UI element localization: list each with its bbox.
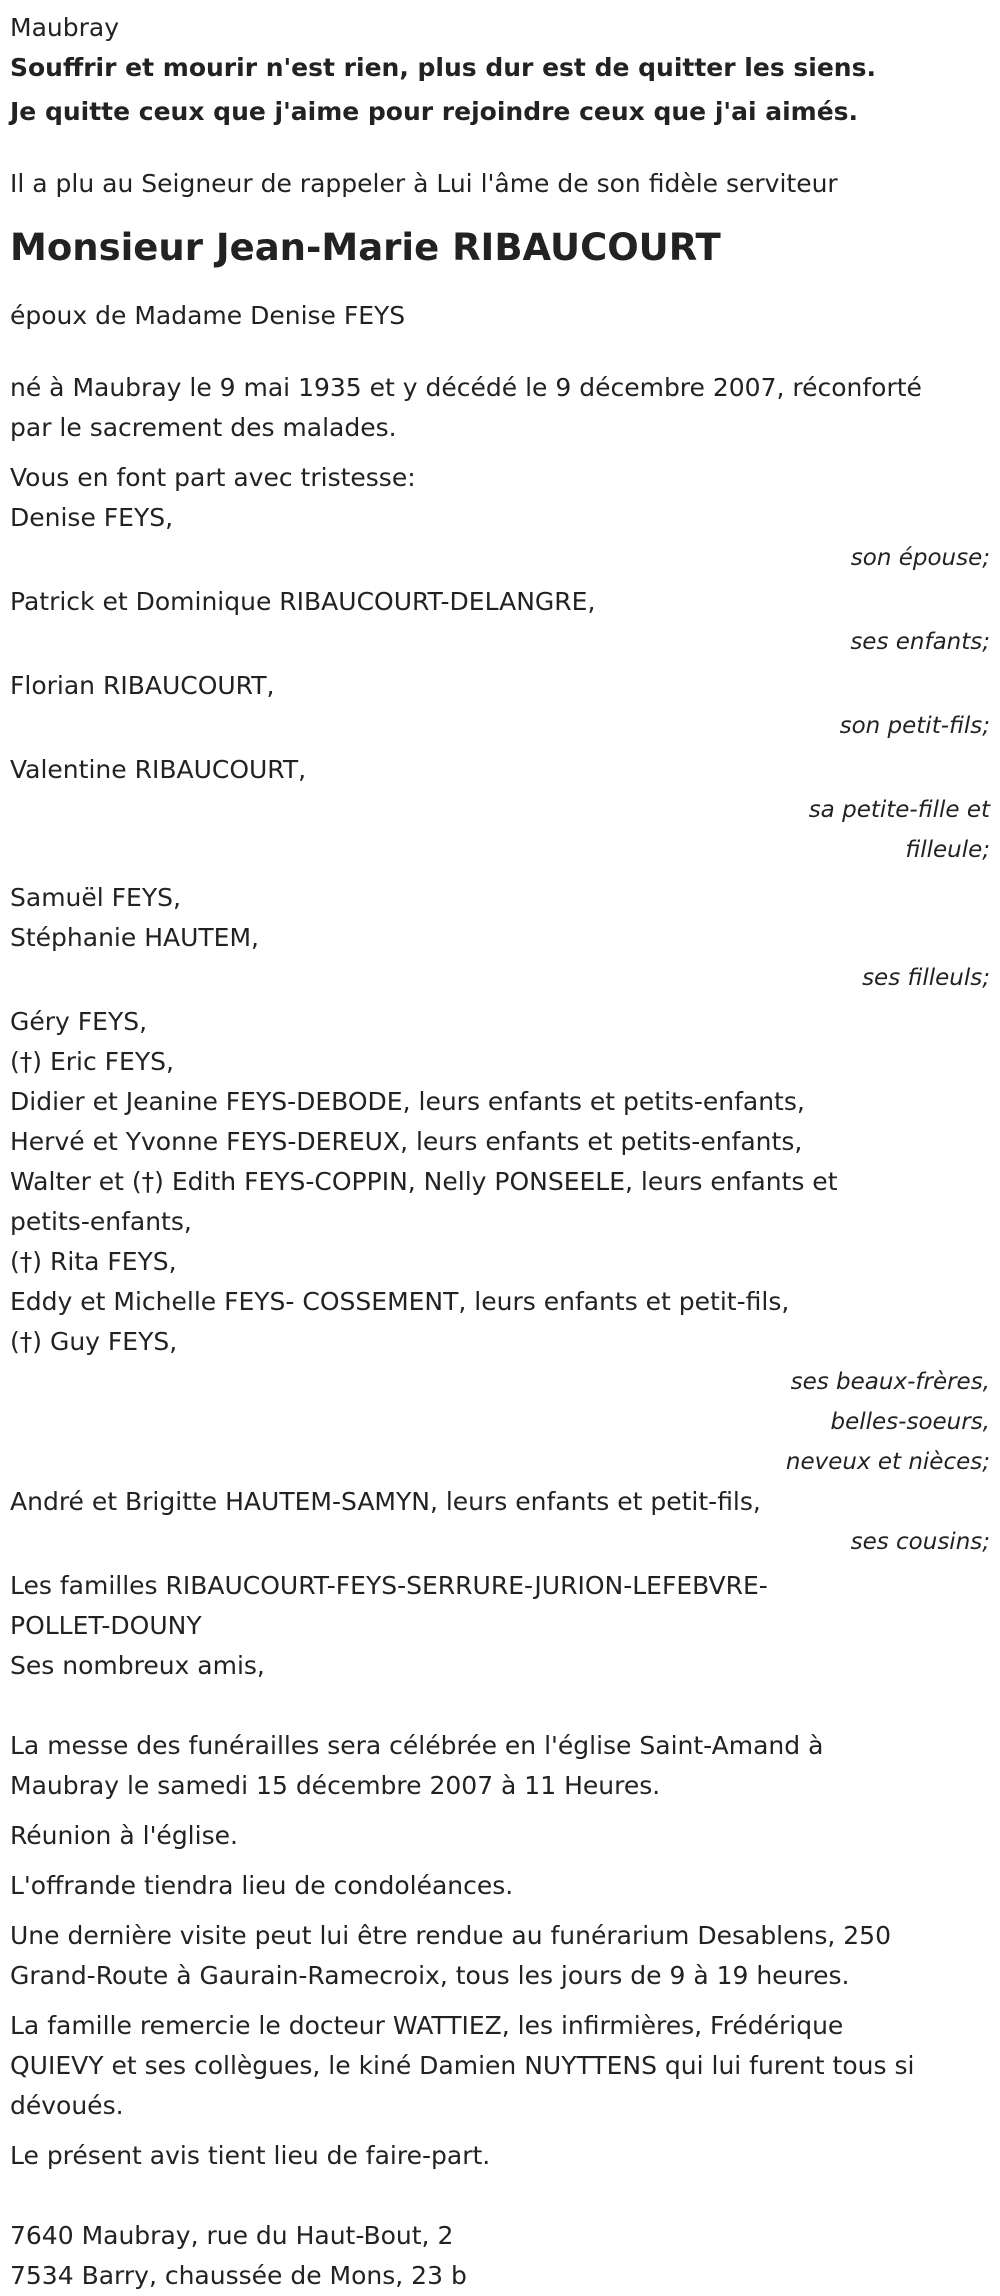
godchild-name-1: Samuël FEYS, (10, 883, 181, 912)
inlaws-role-3: neveux et nièces; (785, 1449, 990, 1475)
godchild-name-2: Stéphanie HAUTEM, (10, 923, 259, 952)
obituary-notice (10, 8, 990, 2296)
thanks-line-1: La famille remercie le docteur WATTIEZ, les infirmières, Frédérique (10, 2011, 844, 2040)
inlaw-line: Géry FEYS, (10, 1007, 148, 1036)
grandson-name: Florian RIBAUCOURT, (10, 671, 275, 700)
inlaw-line: (†) Guy FEYS, (10, 1327, 178, 1356)
granddaughter-name: Valentine RIBAUCOURT, (10, 755, 307, 784)
quote-line-2: Je quitte ceux que j'aime pour rejoindre ceux que j'ai aimés. (10, 97, 859, 126)
inlaw-line: Walter et (†) Edith FEYS-COPPIN, Nelly PONSEELE, leurs enfants et (10, 1167, 838, 1196)
granddaughter-role-2: filleule; (905, 837, 990, 863)
mass-line-2: Maubray le samedi 15 décembre 2007 à 11 Heures. (10, 1771, 661, 1800)
family-intro: Vous en font part avec tristesse: (10, 463, 416, 492)
inlaw-line: Eddy et Michelle FEYS- COSSEMENT, leurs enfants et petit-fils, (10, 1287, 790, 1316)
inlaw-line: (†) Rita FEYS, (10, 1247, 177, 1276)
visit-line-2: Grand-Route à Gaurain-Ramecroix, tous les jours de 9 à 19 heures. (10, 1961, 850, 1990)
notice-line: Le présent avis tient lieu de faire-part. (10, 2141, 491, 2170)
spouse-role: son épouse; (850, 545, 990, 571)
godchildren-role: ses filleuls; (862, 965, 990, 991)
thanks-line-3: dévoués. (10, 2091, 124, 2120)
children-names: Patrick et Dominique RIBAUCOURT-DELANGRE, (10, 587, 596, 616)
offering-line: L'offrande tiendra lieu de condoléances. (10, 1871, 514, 1900)
mass-line-1: La messe des funérailles sera célébrée en l'église Saint-Amand à (10, 1731, 824, 1760)
granddaughter-role-1: sa petite-fille et (808, 797, 990, 823)
spouse-line: époux de Madame Denise FEYS (10, 301, 406, 330)
cousins-role: ses cousins; (850, 1529, 990, 1555)
inlaw-line: Didier et Jeanine FEYS-DEBODE, leurs enfants et petits-enfants, (10, 1087, 805, 1116)
deceased-name: Monsieur Jean-Marie RIBAUCOURT (10, 226, 721, 269)
thanks-line-2: QUIEVY et ses collègues, le kiné Damien NUYTTENS qui lui furent tous si (10, 2051, 915, 2080)
inlaw-line: (†) Eric FEYS, (10, 1047, 174, 1076)
families-line-1: Les familles RIBAUCOURT-FEYS-SERRURE-JURION-LEFEBVRE- (10, 1571, 768, 1600)
children-role: ses enfants; (850, 629, 990, 655)
quote-line-1: Souffrir et mourir n'est rien, plus dur est de quitter les siens. (10, 53, 876, 82)
town-label: Maubray (10, 13, 119, 42)
birth-death-line-1: né à Maubray le 9 mai 1935 et y décédé le 9 décembre 2007, réconforté (10, 373, 922, 402)
spouse-name: Denise FEYS, (10, 503, 174, 532)
cousins-names: André et Brigitte HAUTEM-SAMYN, leurs enfants et petit-fils, (10, 1487, 761, 1516)
inlaw-line: petits-enfants, (10, 1207, 192, 1236)
birth-death-line-2: par le sacrement des malades. (10, 413, 397, 442)
meeting-line: Réunion à l'église. (10, 1821, 238, 1850)
inlaws-role-2: belles-soeurs, (830, 1409, 990, 1435)
inlaws-role-1: ses beaux-frères, (790, 1369, 990, 1395)
address-line: 7640 Maubray, rue du Haut-Bout, 2 (10, 2221, 454, 2250)
grandson-role: son petit-fils; (839, 713, 990, 739)
announcement-text: Il a plu au Seigneur de rappeler à Lui l'âme de son fidèle serviteur (10, 169, 838, 198)
friends-line: Ses nombreux amis, (10, 1651, 265, 1680)
address-line: 7534 Barry, chaussée de Mons, 23 b (10, 2261, 467, 2290)
inlaw-line: Hervé et Yvonne FEYS-DEREUX, leurs enfants et petits-enfants, (10, 1127, 803, 1156)
families-line-2: POLLET-DOUNY (10, 1611, 202, 1640)
visit-line-1: Une dernière visite peut lui être rendue au funérarium Desablens, 250 (10, 1921, 891, 1950)
